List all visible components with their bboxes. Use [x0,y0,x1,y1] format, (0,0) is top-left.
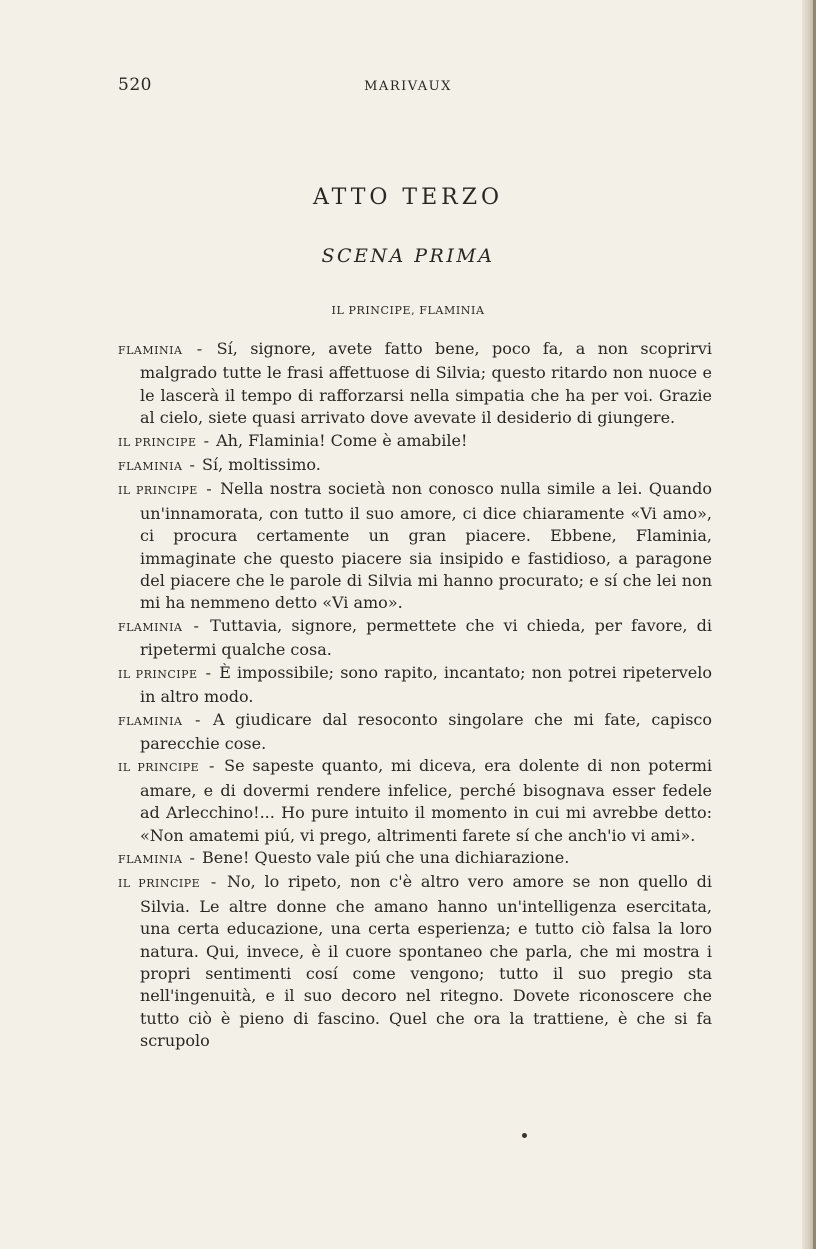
speech-9 [118,847,712,871]
scene-title: SCENA PRIMA [321,245,495,267]
speaker-name: FLAMINIA [118,852,183,866]
speaker-name: IL PRINCIPE [118,761,200,775]
speech-text: È impossibile; sono rapito, incantato; non potrei ripetervelo in altro modo. [140,662,713,707]
dash-separator: - [184,339,215,358]
dash-separator: - [201,756,223,776]
dialogue-block [118,338,712,1053]
speaker-name: IL PRINCIPE [118,484,198,498]
speech-text: No, lo ripeto, non c'è altro vero amore se non quello di Silvia. Le altre donne che amano hanno un'intelligenza esercitata, una certa educazione, una certa esperienza; e tutto ciò falsa la loro natura. Qui, invece, è il cuore spontaneo che parla, che mi mostra i propri sentimenti cosí come vengono; tutto il suo pregio sta nell'ingenuità, e il suo decoro nel ritegno. Dovete riconoscere che tutto ciò è pieno di fascino. Quel che ora la trattiene, è che si fa scrupolo [140,872,713,1051]
speech-6 [118,662,712,709]
speech-text: Bene! Questo vale piú che una dichiarazione. [201,847,570,867]
speech-text: Sí, moltissimo. [201,455,321,475]
speaker-name: FLAMINIA [118,460,183,474]
running-head: MARIVAUX [364,79,452,94]
speaker-name: IL PRINCIPE [118,435,197,449]
speech-text: Ah, Flaminia! Come è amabile! [216,430,468,450]
speech-4 [118,478,712,614]
dash-separator: - [184,847,200,867]
speech-text: Tuttavia, signore, permettete che vi chieda, per favore, di ripetermi qualche cosa. [140,615,713,660]
speech-5 [118,615,712,662]
speech-text: A giudicare dal resoconto singolare che mi fate, capisco parecchie cose. [140,709,712,753]
dash-separator: - [184,709,211,729]
speech-3 [118,454,712,478]
speaker-name: FLAMINIA [118,620,183,634]
act-title: ATTO TERZO [312,185,504,210]
dash-separator: - [199,479,219,499]
scene-characters: IL PRINCIPE, FLAMINIA [331,304,485,317]
speech-2 [118,430,712,454]
speaker-name: IL PRINCIPE [118,667,198,681]
speech-text: Se sapeste quanto, mi diceva, era dolente di non potermi amare, e di dovermi rendere infelice, perché bisognava esser fedele ad Arlecchino!... Ho pure intuito il momento in cui mi avrebbe detto: «Non amatemi piú, vi prego, altrimenti farete sí che anch'io vi ami». [140,756,713,845]
dash-separator: - [202,872,226,892]
speech-text: Nella nostra società non conosco nulla simile a lei. Quando un'innamorata, con tutto il suo amore, ci dice chiaramente «Vi amo», ci procura certamente un gran piacere. Ebbene, Flaminia, immaginate che questo piacere sia insipido e fastidioso, a paragone del piacere che le parole di Silvia mi hanno procurato; e sí che lei non mi ha nemmeno detto «Vi amo». [140,479,713,613]
dash-separator: - [184,455,200,475]
speech-8 [118,755,712,847]
page-number: 520 [118,75,152,95]
speech-text: Sí, signore, avete fatto bene, poco fa, a non scoprirvi malgrado tutte le frasi affettuose di Silvia; questo ritardo non nuoce e le lascerà il tempo di rafforzarsi nella simpatia che ha per voi. Grazie al cielo, siete quasi arrivato dove avevate il desiderio di giungere. [140,339,713,428]
speaker-name: FLAMINIA [118,344,183,357]
speech-1 [118,338,712,430]
speech-7 [118,709,712,756]
dash-separator: - [199,662,218,682]
ink-speck [522,1133,527,1138]
dash-separator: - [184,615,209,635]
speaker-name: IL PRINCIPE [118,877,201,891]
speaker-name: FLAMINIA [118,714,183,728]
dash-separator: - [198,430,215,450]
speech-10 [118,871,712,1052]
